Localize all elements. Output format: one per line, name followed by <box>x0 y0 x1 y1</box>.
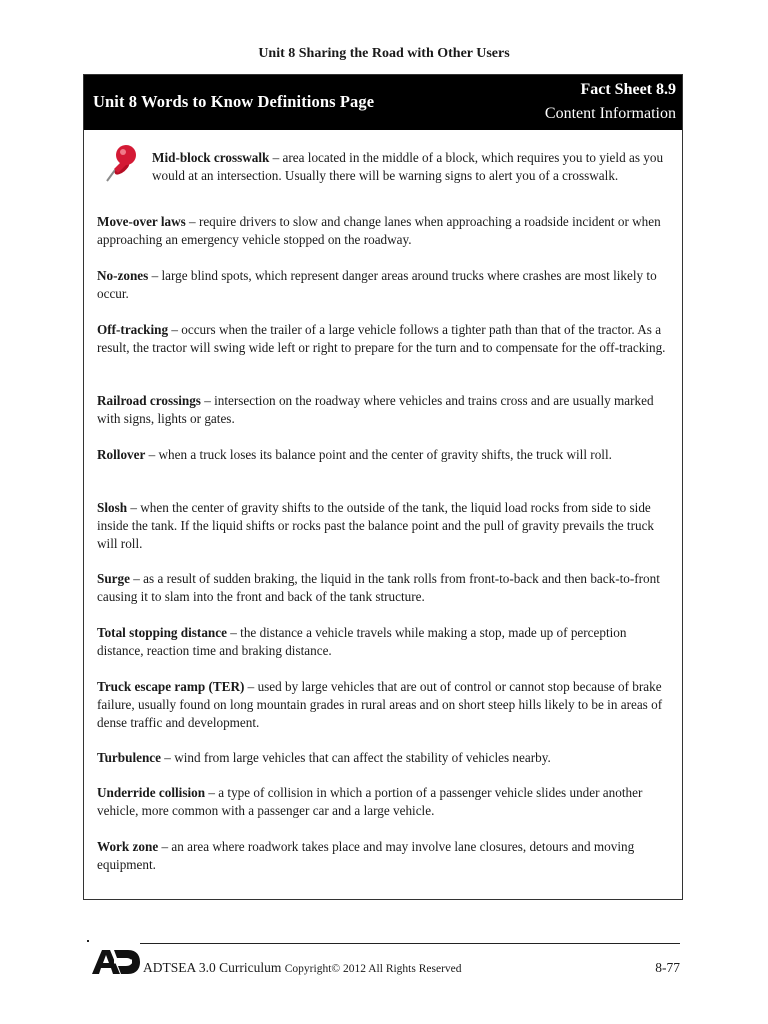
definition-item <box>97 784 672 820</box>
definition-item <box>97 213 672 249</box>
footer-divider <box>140 943 680 944</box>
term-definition: – wind from large vehicles that can affect the stability of vehicles nearby. <box>161 750 551 765</box>
term-definition: – require drivers to slow and change lanes when approaching a roadside incident or when approaching an emergency vehicle stopped on the roadway. <box>97 214 661 247</box>
term-definition: – occurs when the trailer of a large vehicle follows a tighter path than that of the tractor. As a result, the tractor will swing wide left or right to prepare for the turn and to compensate for the off-tracking. <box>97 322 666 355</box>
definition-item <box>97 446 672 464</box>
term-label: Move-over laws <box>97 214 186 229</box>
definition-item <box>97 321 672 357</box>
term-label: Total stopping distance <box>97 625 227 640</box>
content-box <box>83 74 683 900</box>
pushpin-icon <box>98 141 138 191</box>
term-label: Mid-block crosswalk <box>152 150 270 165</box>
term-label: Underride collision <box>97 785 206 800</box>
definition-item <box>97 499 672 552</box>
term-definition: – area located in the middle of a block, which requires you to yield as you would at an intersection. Usually there will be warning signs to alert you of a crosswalk. <box>152 150 664 183</box>
page-header: Unit 8 Sharing the Road with Other Users <box>258 46 510 61</box>
curriculum-name: ADTSEA 3.0 Curriculum <box>143 960 282 975</box>
term-label: Turbulence <box>97 750 161 765</box>
copyright-text: Copyright© 2012 All Rights Reserved <box>284 963 462 975</box>
definition-item <box>152 149 674 185</box>
definition-item <box>97 624 672 660</box>
definition-item <box>97 749 672 767</box>
term-definition: – intersection on the roadway where vehicles and trains cross and are usually marked with signs, lights or gates. <box>97 393 654 426</box>
definition-item <box>97 267 672 303</box>
fact-sheet-label: Fact Sheet 8.9 <box>580 81 676 98</box>
term-definition: – a type of collision in which a portion of a passenger vehicle slides under another vehicle, more common with a passenger car and a large vehicle. <box>97 785 643 818</box>
content-info-label: Content Information <box>544 105 676 122</box>
footer-dot <box>87 940 89 942</box>
definition-item <box>97 392 672 428</box>
term-definition: – used by large vehicles that are out of control or cannot stop because of brake failure, usually found on long mountain grades in rural areas and on short steep hills likely to be in areas of dense traffic and development. <box>97 679 663 730</box>
footer-credits <box>143 960 462 976</box>
adtsea-logo <box>90 946 142 976</box>
title-bar <box>84 75 682 130</box>
term-definition: – an area where roadwork takes place and may involve lane closures, detours and moving equipment. <box>97 839 635 872</box>
definition-item <box>97 678 672 731</box>
term-label: Railroad crossings <box>97 393 201 408</box>
definition-item <box>97 838 672 874</box>
page-title: Unit 8 Words to Know Definitions Page <box>93 92 375 111</box>
term-label: Off-tracking <box>97 322 169 337</box>
term-definition: – when a truck loses its balance point and the center of gravity shifts, the truck will roll. <box>145 447 612 462</box>
page-number: 8-77 <box>655 960 680 975</box>
term-label: Truck escape ramp (TER) <box>97 679 245 694</box>
term-definition: – the distance a vehicle travels while making a stop, made up of perception distance, reaction time and braking distance. <box>97 625 627 658</box>
term-definition: – when the center of gravity shifts to the outside of the tank, the liquid load rocks from side to side inside the tank. If the liquid shifts or rocks past the balance point and the pull of gravity prevails the truck will roll. <box>97 500 655 551</box>
term-label: No-zones <box>97 268 149 283</box>
term-label: Slosh <box>97 500 128 515</box>
term-definition: – large blind spots, which represent danger areas around trucks where crashes are most likely to occur. <box>97 268 657 301</box>
term-definition: – as a result of sudden braking, the liquid in the tank rolls from front-to-back and then back-to-front causing it to slam into the front and back of the tank structure. <box>97 571 660 604</box>
definition-item <box>97 570 672 606</box>
term-label: Work zone <box>97 839 159 854</box>
term-label: Rollover <box>97 447 146 462</box>
term-label: Surge <box>97 571 130 586</box>
